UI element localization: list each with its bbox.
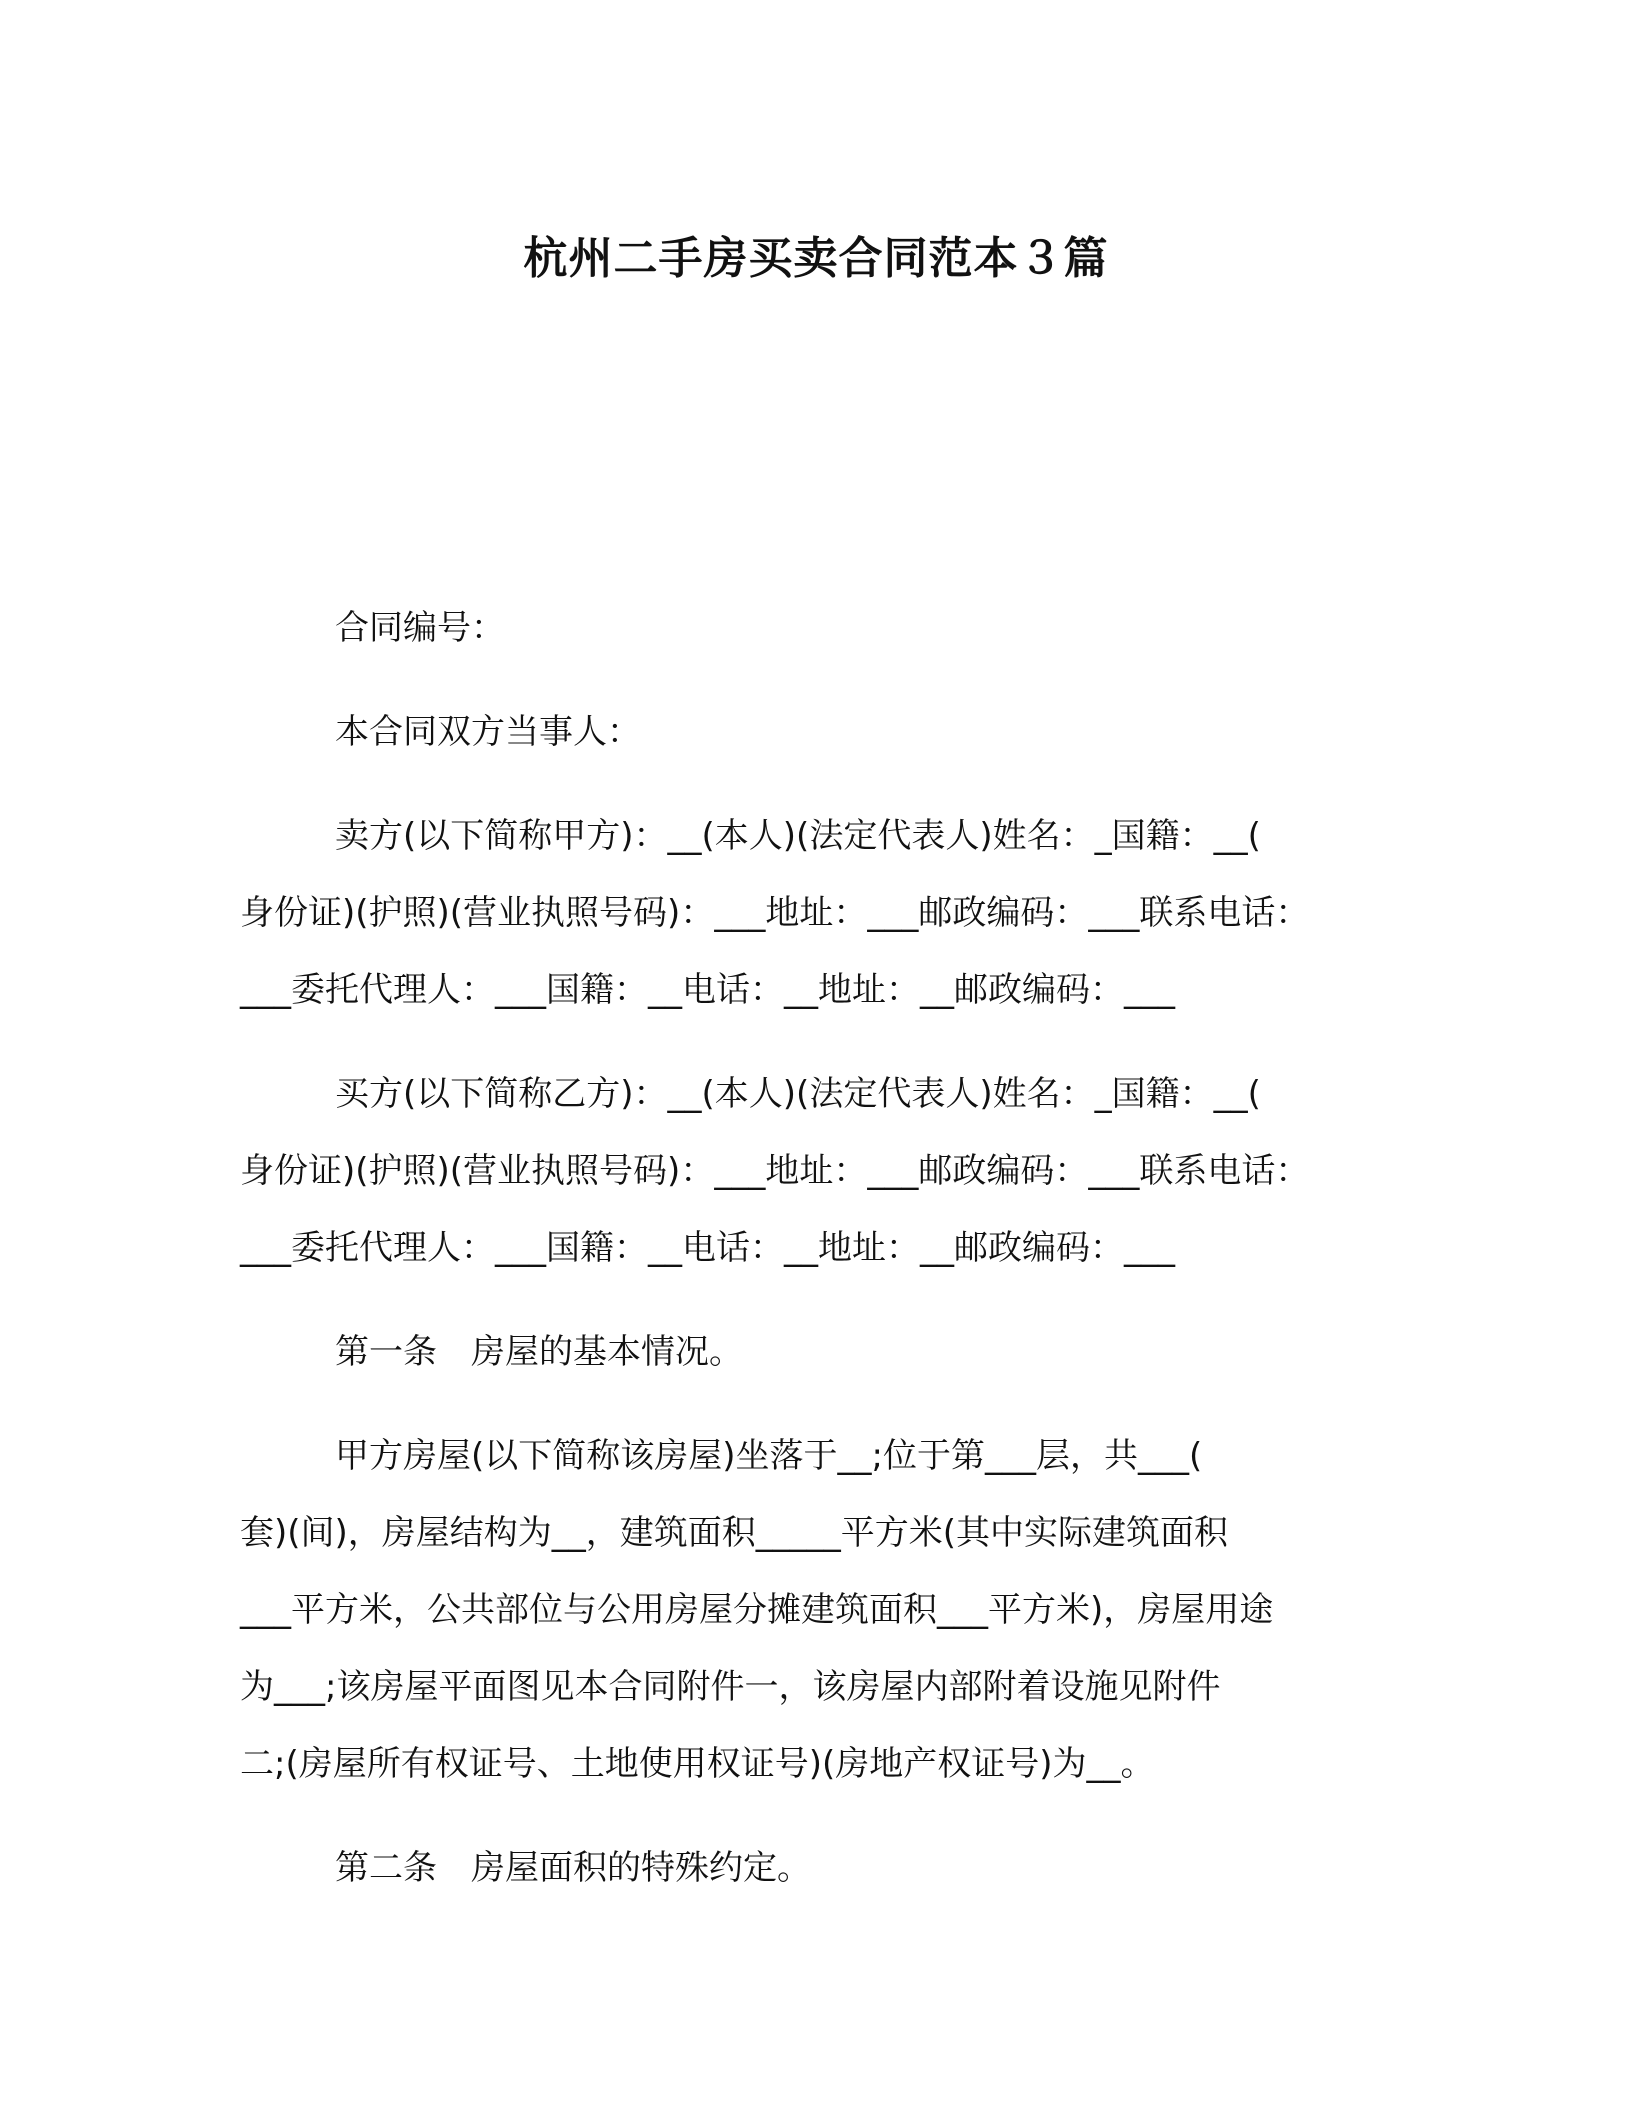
- buyer-paragraph: [240, 1056, 1410, 1287]
- article-1-body-paragraph: [240, 1418, 1410, 1803]
- buyer-line-3: ___委托代理人：___国籍：__电话：__地址：__邮政编码：___: [240, 1228, 1175, 1268]
- seller-line-3: ___委托代理人：___国籍：__电话：__地址：__邮政编码：___: [240, 970, 1175, 1010]
- document-title: 杭州二手房买卖合同范本３篇: [523, 233, 1109, 284]
- article-1-line-1: 甲方房屋(以下简称该房屋)坐落于__;位于第___层，共___(: [335, 1436, 1203, 1476]
- contract-number-paragraph: [240, 590, 1410, 667]
- article-1-heading: 第一条 房屋的基本情况。: [335, 1332, 743, 1372]
- article-1-line-2: 套)(间)，房屋结构为__，建筑面积_____平方米(其中实际建筑面积: [240, 1513, 1229, 1553]
- article-1-line-4: 为___;该房屋平面图见本合同附件一，该房屋内部附着设施见附件: [240, 1667, 1221, 1707]
- seller-line-1: 卖方(以下简称甲方)：__(本人)(法定代表人)姓名：_国籍：__(: [335, 816, 1261, 856]
- seller-line-2: 身份证)(护照)(营业执照号码)：___地址：___邮政编码：___联系电话：: [240, 893, 1310, 933]
- article-2-heading-paragraph: [240, 1830, 1410, 1907]
- article-1-line-5: 二;(房屋所有权证号、土地使用权证号)(房地产权证号)为__。: [240, 1744, 1155, 1784]
- contract-number-label: 合同编号：: [335, 608, 505, 648]
- document-body: [240, 590, 1410, 1934]
- parties-paragraph: [240, 694, 1410, 771]
- article-2-heading: 第二条 房屋面积的特殊约定。: [335, 1848, 811, 1888]
- article-1-line-3: ___平方米，公共部位与公用房屋分摊建筑面积___平方米)，房屋用途: [240, 1590, 1274, 1630]
- buyer-line-1: 买方(以下简称乙方)：__(本人)(法定代表人)姓名：_国籍：__(: [335, 1074, 1261, 1114]
- parties-label: 本合同双方当事人：: [335, 712, 641, 752]
- article-1-heading-paragraph: [240, 1314, 1410, 1391]
- seller-paragraph: [240, 798, 1410, 1029]
- buyer-line-2: 身份证)(护照)(营业执照号码)：___地址：___邮政编码：___联系电话：: [240, 1151, 1310, 1191]
